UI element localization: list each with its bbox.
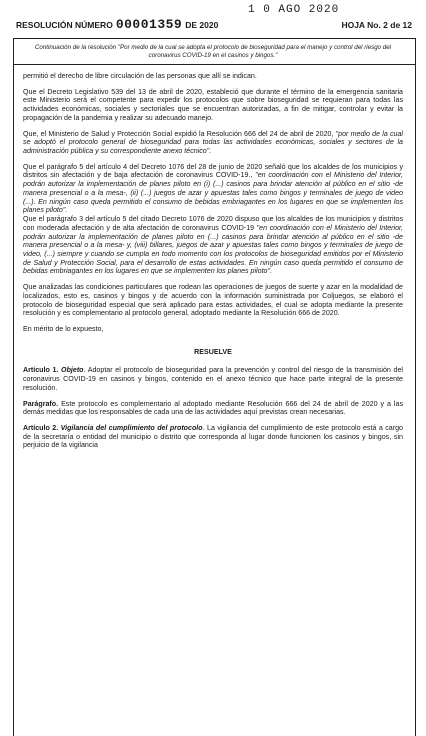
paragraph-resolucion-666: Que, el Ministerio de Salud y Protección Social expidió la Resolución 666 del 24 de abril de 2020, "por medio de la cual se adoptó el protocolo general de bioseguridad para todas las actividades económicas, sociales y sectores de la administración pública y su correspondiente anexo técnico". (23, 129, 403, 156)
page-border-right (415, 64, 416, 736)
paragraph-coljuegos: Que analizadas las condiciones particulares que rodean las operaciones de juegos de suerte y azar en la modalidad de localizados, esto es, casinos y bingos y de acuerdo con la información suministrada por Coljuegos, se elaboró el protocolo de bioseguridad especial que será aplicado para estas actividades, el cual se adopta mediante la presente resolución y es complementario al protocolo general, adoptado mediante la Resolución 666 de 2020. (23, 283, 403, 318)
header-box-left (13, 38, 14, 64)
paragraph-decreto-1076-art4: Que el parágrafo 5 del artículo 4 del Decreto 1076 del 28 de junio de 2020 señaló que los alcaldes de los municipios y distritos sin afectación y de baja afectación de coronavirus COVID-19., "en coordinación con el Ministerio del Interior, podrán autorizar la implementación de planes piloto en (i) (...) casinos para brindar atención al público en el sitio -de manera presencial o a la mesa-, (ii) (...) juegos de azar y apuestas tales como bingos y terminales de juego de video (...). En ningún caso queda permitido el consumo de bebidas embriagantes en los lugares en que se implementen los planes piloto". (23, 162, 403, 215)
paragraph-decreto-1076-art5: Que el parágrafo 3 del artículo 5 del citado Decreto 1076 de 2020 dispuso que los alcaldes de los municipios y distritos con moderada afectación y de alta afectación de coronavirus COVID-19 "en coordinación con el Ministerio del Interior, podrán autorizar la implementación de planes piloto en (...) casinos para brindar atención al público en el sitio -de manera presencial o a la mesa- y, (viii) billares, juegos de azar y apuestas tales como bingos y terminales de juego de video, (...) siempre y cuando se cumpla en todo momento con los protocolos de bioseguridad emitidos por el Ministerio de Salud y Protección Social, para el desarrollo de estas actividades. En ningún caso queda permitido el consumo de bebidas embriagantes en los lugares en que se implementen los planes piloto". (23, 215, 403, 276)
header-rule-bottom (13, 64, 415, 65)
resolution-year: DE 2020 (185, 20, 219, 30)
resolution-label: RESOLUCIÓN NÚMERO (16, 20, 113, 30)
paragraph-decreto-539: Que el Decreto Legislativo 539 del 13 de abril de 2020, estableció que durante el término de la emergencia sanitaria este Ministerio será el competente para expedir los protocolos que sobre bioseguridad se requieran para todas las actividades económicas, sociales y sectoriales que se encuentran autorizadas, a fin de mitigar, controlar y evitar la propagación de la pandemia y realizar su adecuado manejo. (23, 87, 403, 122)
paragraph-merito: En mérito de lo expuesto, (23, 324, 104, 333)
page-border-left (13, 64, 14, 736)
continuation-note: Continuación de la resolución "Por medio de la cual se adopta el protocolo de bioseguridad para el manejo y control del riesgo del coronavirus COVID-19 en el casinos y bingos." (34, 44, 392, 59)
resolution-number: 00001359 (115, 17, 183, 32)
page-number: HOJA No. 2 de 12 (341, 20, 412, 30)
article-1-paragraph: Parágrafo. Este protocolo es complementario al adoptado mediante Resolución 666 del 24 de abril de 2020 y a las demás medidas que los responsables de cada una de las actividades aquí previstas crean necesarias. (23, 399, 403, 417)
paragraph-0: permitió el derecho de libre circulación de las personas que allí se indican. (23, 72, 257, 80)
document-body (23, 72, 403, 457)
header-rule-top (13, 38, 415, 39)
article-1: Artículo 1. Objeto. Adoptar el protocolo de bioseguridad para la prevención y control del riesgo de la transmisión del coronavirus COVID-19 en casinos y bingos, contenido en el anexo técnico que hace parte integral de la presente resolución. (23, 366, 403, 392)
header-box-right (415, 38, 416, 64)
resuelve-heading: RESUELVE (194, 347, 232, 356)
date-stamp: 1 0 AGO 2020 (248, 4, 340, 16)
document-header (16, 17, 412, 32)
article-2: Artículo 2. Vigilancia del cumplimiento del protocolo. La vigilancia del cumplimiento de este protocolo está a cargo de la secretaría o entidad del municipio o distrito que corresponda al lugar donde funcionen los casinos y bingos, sin perjuicio de la vigilancia (23, 424, 403, 450)
